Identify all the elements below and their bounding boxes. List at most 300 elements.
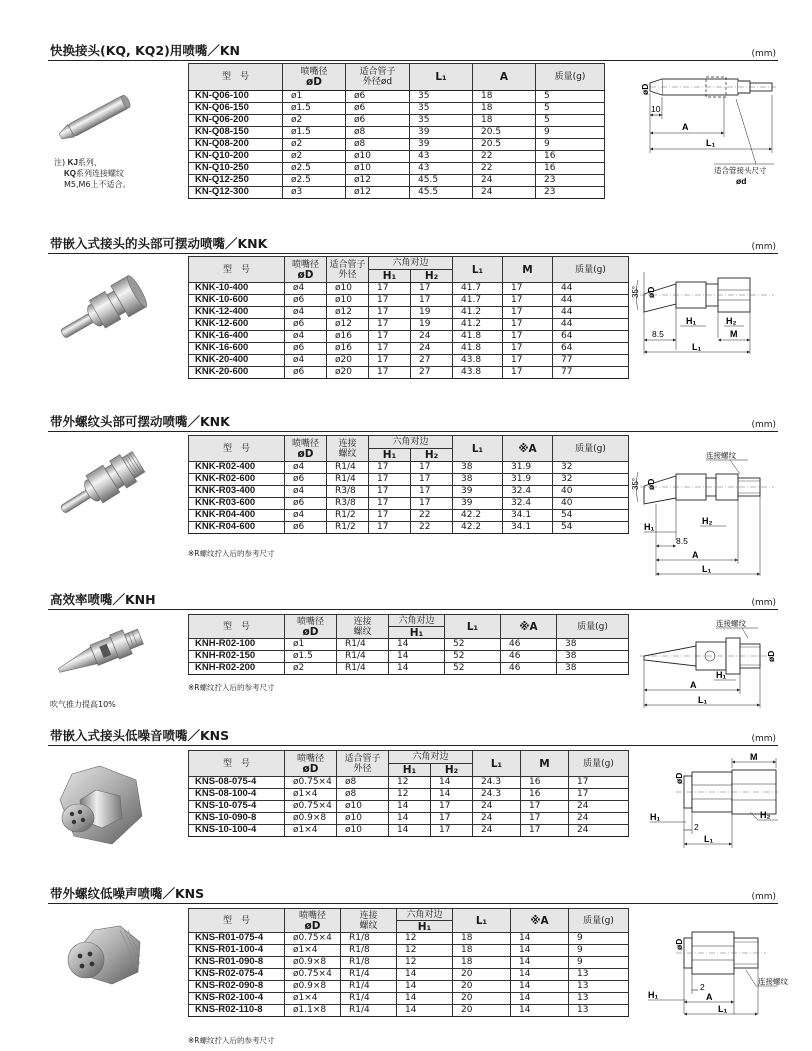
value-cell: 14: [511, 945, 569, 957]
dimension-diagram-kn: [636, 69, 778, 203]
value-cell: ø6: [346, 115, 410, 127]
section-header: [48, 728, 778, 746]
value-cell: 14: [389, 651, 445, 663]
value-cell: ø4: [285, 462, 327, 474]
header-thread: 连接 螺纹: [341, 909, 397, 933]
value-cell: 23: [536, 187, 605, 199]
value-cell: 9: [569, 933, 629, 945]
value-cell: 17: [431, 825, 473, 837]
value-cell: 24.3: [473, 789, 521, 801]
section-title: 带外螺纹低噪声喷嘴／KNS: [50, 886, 205, 901]
value-cell: 14: [397, 981, 453, 993]
value-cell: 19: [411, 307, 453, 319]
value-cell: 17: [411, 462, 453, 474]
model-cell: KN-Q12-300: [189, 187, 283, 199]
table-row: [189, 945, 629, 957]
model-cell: KNH-R02-150: [189, 651, 285, 663]
value-cell: 27: [411, 355, 453, 367]
header-model: 型 号: [189, 751, 285, 777]
model-cell: KNS-10-100-4: [189, 825, 285, 837]
dim-od: øD: [640, 83, 650, 95]
unit-label: (mm): [751, 892, 776, 902]
header-m: M: [521, 751, 569, 777]
value-cell: 16: [521, 777, 569, 789]
value-cell: 17: [411, 486, 453, 498]
model-cell: KNK-12-600: [189, 319, 285, 331]
header-l1: L₁: [453, 257, 503, 283]
dim-a: A: [682, 122, 689, 132]
value-cell: ø10: [327, 295, 369, 307]
value-cell: 17: [521, 813, 569, 825]
dimension-diagram-knk-threaded: [630, 440, 778, 584]
header-h2: H₂: [411, 449, 453, 462]
header-model: 型 号: [189, 615, 285, 639]
value-cell: 9: [569, 957, 629, 969]
value-cell: 17: [503, 355, 553, 367]
value-cell: R1/4: [337, 639, 389, 651]
value-cell: 20: [453, 1005, 511, 1017]
value-cell: 43.8: [453, 367, 503, 379]
value-cell: 44: [553, 295, 629, 307]
thread-label: 连接螺纹: [716, 619, 746, 628]
value-cell: R1/4: [341, 1005, 397, 1017]
value-cell: ø1×4: [285, 945, 341, 957]
model-cell: KN-Q10-250: [189, 163, 283, 175]
value-cell: 23: [536, 175, 605, 187]
unit-label: (mm): [751, 598, 776, 608]
value-cell: ø2.5: [283, 175, 346, 187]
value-cell: 32.4: [503, 498, 553, 510]
spec-table-knk-embedded: [188, 256, 629, 379]
value-cell: 17: [521, 825, 569, 837]
spec-table-kn: [188, 63, 605, 199]
section-title: 带嵌入式接头低噪音喷嘴／KNS: [50, 728, 230, 743]
table-row: [189, 319, 629, 331]
value-cell: 17: [369, 295, 411, 307]
table-row: [189, 103, 605, 115]
value-cell: 42.2: [453, 522, 503, 534]
value-cell: 16: [536, 151, 605, 163]
value-cell: ø1×4: [285, 789, 337, 801]
value-cell: ø20: [327, 355, 369, 367]
header-mass: 质量(g): [557, 615, 629, 639]
header-h1: H₁: [389, 764, 431, 777]
spec-table-kns-embedded: [188, 750, 629, 837]
value-cell: 17: [369, 307, 411, 319]
value-cell: 17: [503, 319, 553, 331]
section-title: 高效率喷嘴／KNH: [50, 592, 156, 607]
value-cell: ø2.5: [283, 163, 346, 175]
value-cell: 12: [397, 957, 453, 969]
table-row: [189, 295, 629, 307]
value-cell: 24: [569, 813, 629, 825]
table-row: [189, 957, 629, 969]
value-cell: ø6: [285, 295, 327, 307]
value-cell: 14: [511, 957, 569, 969]
value-cell: ø6: [285, 498, 327, 510]
value-cell: R1/4: [337, 651, 389, 663]
header-l1: L₁: [445, 615, 501, 639]
value-cell: 43: [410, 151, 473, 163]
value-cell: ø12: [346, 175, 410, 187]
header-nozzle-diameter: 喷嘴径 øD: [285, 909, 341, 933]
value-cell: 41.7: [453, 283, 503, 295]
dim-h2: H₂: [760, 810, 771, 820]
model-cell: KNK-R02-600: [189, 474, 285, 486]
header-model: 型 号: [189, 436, 285, 462]
value-cell: 24: [569, 825, 629, 837]
value-cell: 39: [410, 127, 473, 139]
value-cell: ø10: [346, 163, 410, 175]
value-cell: 17: [369, 498, 411, 510]
value-cell: ø2: [285, 663, 337, 675]
value-cell: ø4: [285, 331, 327, 343]
dimension-diagram-knh: [630, 614, 778, 714]
value-cell: ø6: [285, 343, 327, 355]
header-m: M: [503, 257, 553, 283]
header-model: 型 号: [189, 257, 285, 283]
product-photo-kns-threaded: [50, 916, 150, 1000]
value-cell: 16: [536, 163, 605, 175]
value-cell: 41.2: [453, 307, 503, 319]
value-cell: 54: [553, 510, 629, 522]
value-cell: 14: [389, 801, 431, 813]
value-cell: R1/4: [337, 663, 389, 675]
value-cell: 44: [553, 307, 629, 319]
value-cell: ø8: [337, 777, 389, 789]
value-cell: 64: [553, 343, 629, 355]
header-model: 型 号: [189, 64, 283, 91]
value-cell: ø12: [346, 187, 410, 199]
value-cell: ø2: [283, 139, 346, 151]
value-cell: 41.8: [453, 343, 503, 355]
value-cell: 14: [389, 639, 445, 651]
model-cell: KNS-R02-100-4: [189, 993, 285, 1005]
table-row: [189, 139, 605, 151]
dim-h1: H₁: [644, 522, 655, 532]
value-cell: 14: [397, 1005, 453, 1017]
value-cell: R1/4: [327, 474, 369, 486]
value-cell: ø4: [285, 510, 327, 522]
value-cell: R1/4: [341, 993, 397, 1005]
value-cell: ø1: [283, 91, 346, 103]
value-cell: ø1.5: [283, 127, 346, 139]
model-cell: KNS-R02-090-8: [189, 981, 285, 993]
value-cell: 13: [569, 981, 629, 993]
value-cell: R3/8: [327, 498, 369, 510]
table-row: [189, 789, 629, 801]
value-cell: 17: [569, 777, 629, 789]
value-cell: 18: [453, 933, 511, 945]
value-cell: 45.5: [410, 175, 473, 187]
model-cell: KNK-16-400: [189, 331, 285, 343]
model-cell: KN-Q06-100: [189, 91, 283, 103]
value-cell: ø8: [337, 789, 389, 801]
spec-table-knh: [188, 614, 629, 675]
dim-m: M: [750, 752, 758, 762]
value-cell: 17: [411, 498, 453, 510]
value-cell: 14: [511, 969, 569, 981]
dimension-diagram-kns-threaded: [646, 910, 788, 1026]
table-row: [189, 777, 629, 789]
section-header: [48, 592, 778, 610]
value-cell: 20: [453, 993, 511, 1005]
value-cell: ø10: [337, 825, 389, 837]
value-cell: 38: [557, 639, 629, 651]
product-photo-kns: [50, 760, 150, 854]
table-row: [189, 462, 629, 474]
value-cell: 39: [453, 486, 503, 498]
table-row: [189, 307, 629, 319]
note-line2: 系列连接螺纹: [76, 169, 124, 178]
value-cell: 42.2: [453, 510, 503, 522]
header-h1: H₁: [369, 270, 411, 283]
dim-l1: L₁: [706, 138, 716, 148]
model-cell: KNS-08-075-4: [189, 777, 285, 789]
value-cell: ø6: [285, 367, 327, 379]
value-cell: 17: [369, 355, 411, 367]
value-cell: 52: [445, 651, 501, 663]
value-cell: 18: [473, 91, 536, 103]
table-row: [189, 486, 629, 498]
value-cell: 34.1: [503, 522, 553, 534]
model-cell: KN-Q06-200: [189, 115, 283, 127]
section-title: 带外螺纹头部可摆动喷嘴／KNK: [50, 414, 230, 429]
dim-l1: L₁: [704, 834, 714, 844]
header-hex: 六角对边: [397, 909, 453, 921]
value-cell: 22: [473, 151, 536, 163]
dim-two: 2: [700, 982, 705, 992]
table-row: [189, 187, 605, 199]
table-row: [189, 801, 629, 813]
value-cell: 12: [397, 945, 453, 957]
dimension-diagram-kns-embedded: [646, 754, 778, 858]
table-row: [189, 355, 629, 367]
value-cell: ø8: [346, 139, 410, 151]
footnote: ※R螺纹拧入后的参考尺寸: [188, 1036, 275, 1045]
value-cell: 17: [503, 343, 553, 355]
dim-l1: L₁: [702, 564, 712, 574]
dim-od: øD: [766, 650, 776, 662]
value-cell: 17: [369, 462, 411, 474]
value-cell: 22: [411, 510, 453, 522]
section-knk-embedded: [48, 236, 778, 396]
thread-label: 连接螺纹: [758, 977, 788, 986]
header-thread: 连接 螺纹: [337, 615, 389, 639]
value-cell: 17: [411, 295, 453, 307]
dim-l1: L₁: [692, 342, 702, 352]
model-cell: KNK-10-600: [189, 295, 285, 307]
value-cell: 35: [410, 115, 473, 127]
value-cell: ø1.5: [283, 103, 346, 115]
header-hex: 六角对边: [369, 436, 453, 449]
value-cell: ø1×4: [285, 825, 337, 837]
model-cell: KN-Q08-150: [189, 127, 283, 139]
model-cell: KNS-10-075-4: [189, 801, 285, 813]
footnote: ※R螺纹拧入后的参考尺寸: [188, 683, 275, 692]
value-cell: 14: [511, 981, 569, 993]
header-a: ※A: [511, 909, 569, 933]
value-cell: 12: [389, 777, 431, 789]
dim-m: M: [730, 329, 738, 339]
unit-label: (mm): [751, 734, 776, 744]
dim-h1: H₁: [650, 812, 661, 822]
table-row: [189, 127, 605, 139]
header-nozzle-diameter: 喷嘴径 øD: [285, 751, 337, 777]
dim-a: A: [706, 992, 713, 1002]
value-cell: ø0.9×8: [285, 957, 341, 969]
header-mass: 质量(g): [569, 909, 629, 933]
model-cell: KNH-R02-200: [189, 663, 285, 675]
table-row: [189, 151, 605, 163]
table-row: [189, 969, 629, 981]
value-cell: 35: [410, 91, 473, 103]
value-cell: 14: [511, 933, 569, 945]
value-cell: 24.3: [473, 777, 521, 789]
value-cell: 17: [411, 283, 453, 295]
value-cell: ø0.75×4: [285, 801, 337, 813]
value-cell: R1/4: [341, 981, 397, 993]
value-cell: 32: [553, 474, 629, 486]
header-l1: L₁: [473, 751, 521, 777]
table-row: [189, 813, 629, 825]
value-cell: R1/2: [327, 522, 369, 534]
value-cell: R1/8: [341, 945, 397, 957]
value-cell: 39: [453, 498, 503, 510]
value-cell: ø1×4: [285, 993, 341, 1005]
value-cell: 16: [521, 789, 569, 801]
header-nozzle-diameter: 喷嘴径 øD: [283, 64, 346, 91]
value-cell: 22: [473, 163, 536, 175]
value-cell: 18: [453, 957, 511, 969]
model-cell: KN-Q10-200: [189, 151, 283, 163]
value-cell: ø6: [346, 103, 410, 115]
dim-l1: L₁: [698, 695, 708, 705]
model-cell: KNK-16-600: [189, 343, 285, 355]
value-cell: 34.1: [503, 510, 553, 522]
value-cell: 17: [431, 813, 473, 825]
dimension-diagram-knk-embedded: [630, 264, 778, 378]
value-cell: 31.9: [503, 474, 553, 486]
value-cell: 24: [411, 343, 453, 355]
header-l1: L₁: [453, 909, 511, 933]
value-cell: 17: [503, 367, 553, 379]
section-knh: [48, 592, 778, 716]
model-cell: KNK-R03-400: [189, 486, 285, 498]
value-cell: 17: [503, 295, 553, 307]
table-row: [189, 474, 629, 486]
dim-h1: H₁: [716, 670, 727, 680]
header-model: 型 号: [189, 909, 285, 933]
value-cell: ø8: [346, 127, 410, 139]
model-cell: KNS-10-090-8: [189, 813, 285, 825]
note-prefix: 注): [54, 158, 66, 167]
value-cell: 45.5: [410, 187, 473, 199]
value-cell: ø0.75×4: [285, 969, 341, 981]
dim-85: 8.5: [652, 329, 664, 339]
header-hex: 六角对边: [389, 615, 445, 627]
value-cell: 43.8: [453, 355, 503, 367]
value-cell: 32: [553, 462, 629, 474]
value-cell: 24: [569, 801, 629, 813]
dim-h2: H₂: [702, 516, 713, 526]
model-cell: KNK-R02-400: [189, 462, 285, 474]
value-cell: ø1: [285, 639, 337, 651]
value-cell: 9: [536, 139, 605, 151]
section-title: 快换接头(KQ, KQ2)用喷嘴／KN: [50, 43, 240, 58]
table-row: [189, 175, 605, 187]
table-row: [189, 933, 629, 945]
header-mass: 质量(g): [536, 64, 605, 91]
unit-label: (mm): [751, 420, 776, 430]
table-row: [189, 1005, 629, 1017]
section-kn: [48, 43, 778, 223]
model-cell: KN-Q06-150: [189, 103, 283, 115]
model-cell: KNK-10-400: [189, 283, 285, 295]
value-cell: 12: [397, 933, 453, 945]
value-cell: ø0.75×4: [285, 933, 341, 945]
header-h1: H₁: [397, 921, 453, 933]
value-cell: 18: [473, 103, 536, 115]
value-cell: R3/8: [327, 486, 369, 498]
unit-label: (mm): [751, 49, 776, 59]
value-cell: 41.7: [453, 295, 503, 307]
value-cell: ø12: [327, 319, 369, 331]
value-cell: 5: [536, 103, 605, 115]
value-cell: 77: [553, 355, 629, 367]
model-cell: KNS-R02-075-4: [189, 969, 285, 981]
value-cell: 19: [411, 319, 453, 331]
header-mass: 质量(g): [553, 436, 629, 462]
dim-two: 2: [694, 822, 699, 832]
value-cell: 18: [473, 115, 536, 127]
table-row: [189, 498, 629, 510]
model-cell: KN-Q12-250: [189, 175, 283, 187]
value-cell: 17: [503, 331, 553, 343]
model-cell: KNK-R04-600: [189, 522, 285, 534]
value-cell: 17: [411, 474, 453, 486]
value-cell: 17: [369, 510, 411, 522]
table-row: [189, 343, 629, 355]
value-cell: ø10: [346, 151, 410, 163]
value-cell: 17: [369, 486, 411, 498]
dim-angle: 35°: [631, 477, 640, 490]
table-row: [189, 331, 629, 343]
value-cell: ø4: [285, 307, 327, 319]
header-nozzle-diameter: 喷嘴径 øD: [285, 615, 337, 639]
value-cell: 14: [431, 777, 473, 789]
value-cell: 20: [453, 969, 511, 981]
value-cell: 17: [431, 801, 473, 813]
value-cell: ø1.1×8: [285, 1005, 341, 1017]
value-cell: 17: [369, 283, 411, 295]
value-cell: R1/2: [327, 510, 369, 522]
value-cell: ø10: [337, 813, 389, 825]
value-cell: 41.2: [453, 319, 503, 331]
note-line1: 系列、: [77, 158, 102, 167]
dim-fit-label: 适合管接头尺寸: [714, 166, 767, 175]
header-tube-od: 适合管子 外径ød: [346, 64, 410, 91]
footnote: ※R螺纹拧入后的参考尺寸: [188, 549, 275, 558]
value-cell: 17: [369, 367, 411, 379]
value-cell: 38: [453, 462, 503, 474]
header-mass: 质量(g): [553, 257, 629, 283]
value-cell: 52: [445, 663, 501, 675]
value-cell: 14: [389, 825, 431, 837]
value-cell: ø2: [283, 151, 346, 163]
model-cell: KNS-R02-110-8: [189, 1005, 285, 1017]
value-cell: R1/8: [341, 933, 397, 945]
